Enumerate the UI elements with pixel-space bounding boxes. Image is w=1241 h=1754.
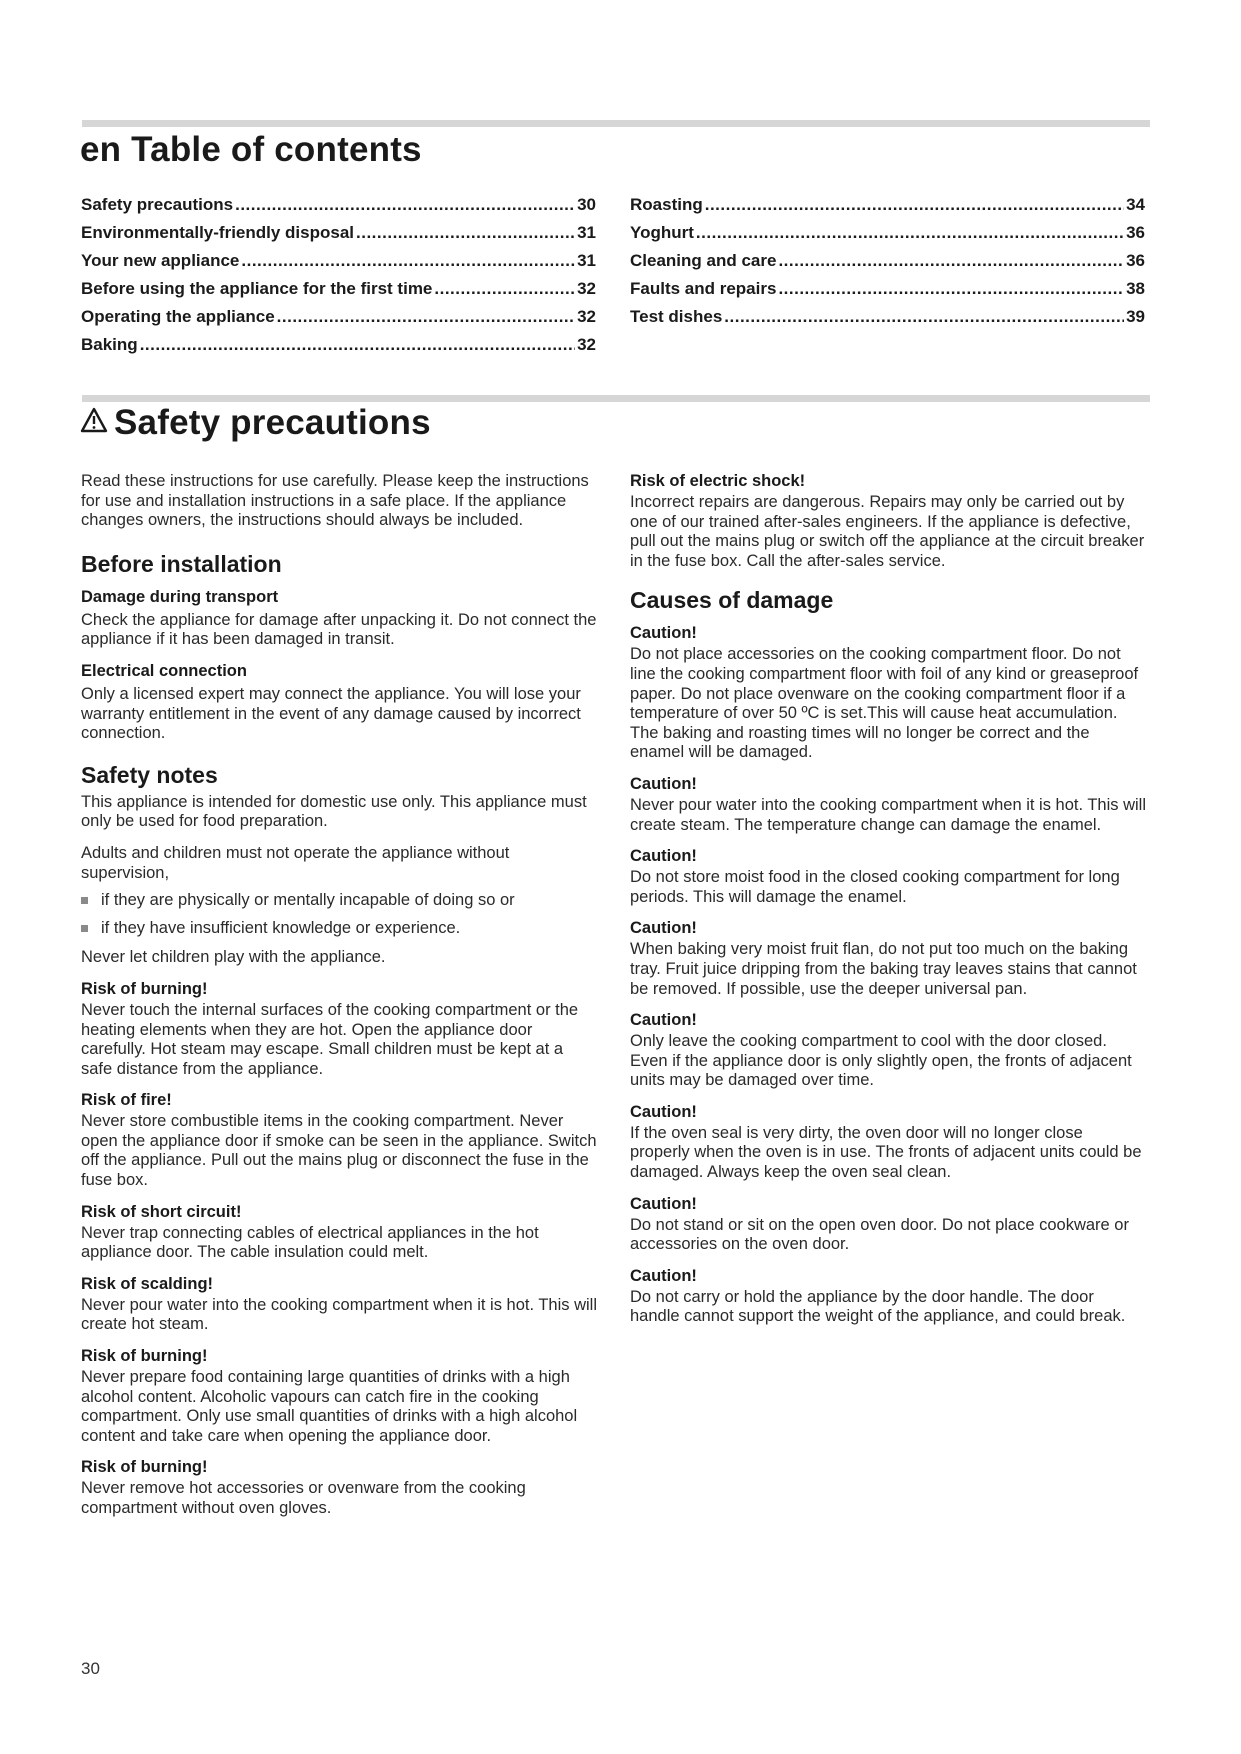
toc-entry[interactable] xyxy=(81,251,596,279)
toc-entry[interactable] xyxy=(81,223,596,251)
warning-text: Never remove hot accessories or ovenware from the cooking compartment without oven gloves. xyxy=(81,1479,526,1517)
toc-entry-title: Faults and repairs xyxy=(630,279,777,298)
toc-left-column xyxy=(81,195,596,363)
toc-leader-dots xyxy=(241,251,575,271)
toc-entry-page: 32 xyxy=(577,307,596,326)
before-installation-heading: Before installation xyxy=(81,550,282,577)
warning-title: Risk of burning! xyxy=(81,979,208,998)
warning-text: Never store combustible items in the cooking compartment. Never open the appliance door if smoke can be seen in the appliance. Switch off the appliance. Pull out the mains plug or disconnect the fuse in the fuse box. xyxy=(81,1112,597,1190)
electrical-title: Electrical connection xyxy=(81,661,247,680)
toc-entry[interactable] xyxy=(81,279,596,307)
toc-leader-dots xyxy=(140,335,575,355)
warning-text: Never prepare food containing large quantities of drinks with a high alcohol content. Alcoholic vapours can catch fire in the cooking compartment. Only use small quantities of drinks with a high alcohol content and take care when opening the appliance door. xyxy=(81,1368,578,1445)
toc-leader-dots xyxy=(778,279,1124,299)
toc-entry-page: 36 xyxy=(1126,251,1145,270)
list-item xyxy=(81,919,597,939)
caution-title: Caution! xyxy=(630,1194,697,1213)
caution-title: Caution! xyxy=(630,847,697,866)
safety-notes-heading: Safety notes xyxy=(81,761,218,788)
toc-leader-dots xyxy=(724,307,1124,327)
caution-text: Never pour water into the cooking compartment when it is hot. This will create steam. The temperature change can damage the enamel. xyxy=(630,795,1147,834)
caution-text: Do not carry or hold the appliance by the door handle. The door handle cannot support the weight of the appliance, and could break. xyxy=(630,1287,1126,1326)
toc-entry-title: Safety precautions xyxy=(81,195,234,214)
warning-text: Never pour water into the cooking compartment when it is hot. This will create hot steam. xyxy=(81,1295,598,1334)
warning-title: Risk of burning! xyxy=(81,1458,208,1477)
toc-entry-title: Cleaning and care xyxy=(630,251,777,270)
toc-leader-dots xyxy=(356,223,575,243)
notes-para-2: Adults and children must not operate the appliance without supervision, xyxy=(81,843,510,882)
toc-entry-page: 32 xyxy=(577,279,596,298)
caution-text: When baking very moist fruit flan, do not put too much on the baking tray. Fruit juice dripping from the baking tray leaves stains that cannot be removed. If possible, use the deeper universal pan. xyxy=(630,940,1137,998)
caution-text: Do not stand or sit on the open oven door. Do not place cookware or accessories on the oven door. xyxy=(630,1215,1129,1254)
transport-title: Damage during transport xyxy=(81,587,279,606)
toc-leader-dots xyxy=(696,223,1124,243)
toc-entry[interactable] xyxy=(81,307,596,335)
toc-entry[interactable] xyxy=(630,251,1145,279)
transport-text: Check the appliance for damage after unpacking it. Do not connect the appliance if it has been damaged in transit. xyxy=(81,610,597,649)
toc-entry[interactable] xyxy=(630,223,1145,251)
notes-para-1: This appliance is intended for domestic use only. This appliance must only be used for food preparation. xyxy=(81,792,587,831)
toc-entry[interactable] xyxy=(630,307,1145,335)
toc-entry-title: Operating the appliance xyxy=(81,307,275,326)
toc-entry-page: 30 xyxy=(577,195,596,214)
toc-entry-page: 34 xyxy=(1126,195,1145,214)
electric-shock-title: Risk of electric shock! xyxy=(630,472,806,490)
toc-leader-dots xyxy=(778,251,1124,271)
causes-of-damage-heading: Causes of damage xyxy=(630,587,834,614)
toc-entry-page: 31 xyxy=(577,251,596,270)
toc-entry[interactable] xyxy=(81,335,596,363)
toc-leader-dots xyxy=(235,195,575,215)
safety-heading-text: Safety precautions xyxy=(114,403,431,442)
toc-entry-page: 32 xyxy=(577,335,596,354)
safety-left-column xyxy=(81,472,597,1531)
toc-entry-title: Environmentally-friendly disposal xyxy=(81,223,355,242)
caution-title: Caution! xyxy=(630,919,697,938)
warning-text: Never touch the internal surfaces of the cooking compartment or the heating elements when they are hot. Open the appliance door carefully. Hot steam may escape. Small children must be kept at a safe distance from the appliance. xyxy=(81,1000,579,1078)
toc-entry[interactable] xyxy=(81,195,596,223)
caution-title: Caution! xyxy=(630,624,697,643)
notes-bullet-list xyxy=(81,891,597,938)
toc-entry-page: 39 xyxy=(1126,307,1145,326)
caution-text: Only leave the cooking compartment to cool with the door closed. Even if the appliance door is only slightly open, the fronts of adjacent units may be damaged over time. xyxy=(630,1032,1132,1090)
warning-triangle-icon xyxy=(80,402,108,442)
toc-entry-page: 31 xyxy=(577,223,596,242)
toc-entry-title: Yoghurt xyxy=(630,223,694,242)
caution-title: Caution! xyxy=(630,774,697,793)
toc-entry-title: Test dishes xyxy=(630,307,723,326)
caution-text: Do not store moist food in the closed cooking compartment for long periods. This will damage the enamel. xyxy=(630,868,1120,906)
section-divider xyxy=(82,395,1150,402)
list-item xyxy=(81,891,597,911)
warning-title: Risk of short circuit! xyxy=(81,1202,242,1221)
caution-title: Caution! xyxy=(630,1266,697,1285)
toc-entry[interactable] xyxy=(630,279,1145,307)
toc-entry-title: Before using the appliance for the first time xyxy=(81,279,433,298)
toc-leader-dots xyxy=(705,195,1124,215)
warning-text: Never trap connecting cables of electrical appliances in the hot appliance door. The cable insulation could melt. xyxy=(81,1223,539,1262)
square-bullet-icon xyxy=(81,897,88,904)
toc-entry-title: Roasting xyxy=(630,195,703,214)
caution-text: Do not place accessories on the cooking compartment floor. Do not line the cooking compartment floor with foil of any kind or greaseproof paper. Do not place ovenware on the cooking compartment floor if a temperature of over 50 ºC is set.This will cause heat accumulation. The baking and roasting times will no longer be correct and the enamel will be damaged. xyxy=(630,645,1139,762)
top-divider xyxy=(82,120,1150,127)
page-number: 30 xyxy=(81,1659,100,1678)
toc-leader-dots xyxy=(434,279,575,299)
toc-heading: en Table of contents xyxy=(80,130,422,169)
safety-right-column xyxy=(630,472,1146,1339)
toc-right-column xyxy=(630,195,1145,335)
toc-entry-page: 38 xyxy=(1126,279,1145,298)
toc-entry[interactable] xyxy=(630,195,1145,223)
caution-title: Caution! xyxy=(630,1011,697,1030)
caution-title: Caution! xyxy=(630,1102,697,1121)
safety-intro: Read these instructions for use carefully. Please keep the instructions for use and installation instructions in a safe place. If the appliance changes owners, the instructions should always be included. xyxy=(81,472,589,530)
warning-title: Risk of scalding! xyxy=(81,1274,214,1293)
notes-para-3: Never let children play with the appliance. xyxy=(81,948,386,967)
warning-title: Risk of fire! xyxy=(81,1091,172,1110)
warning-title: Risk of burning! xyxy=(81,1347,208,1366)
safety-heading xyxy=(80,403,431,445)
electrical-text: Only a licensed expert may connect the appliance. You will lose your warranty entitlement in the event of any damage caused by incorrect connection. xyxy=(81,684,581,743)
square-bullet-icon xyxy=(81,925,88,932)
toc-leader-dots xyxy=(277,307,575,327)
toc-entry-page: 36 xyxy=(1126,223,1145,242)
toc-entry-title: Baking xyxy=(81,335,138,354)
list-item-text: if they have insufficient knowledge or experience. xyxy=(101,918,461,937)
list-item-text: if they are physically or mentally incapable of doing so or xyxy=(101,891,515,910)
electric-shock-text: Incorrect repairs are dangerous. Repairs may only be carried out by one of our trained after-sales engineers. If the appliance is defective, pull out the mains plug or switch off the appliance at the circuit breaker in the fuse box. Call the after-sales service. xyxy=(630,493,1145,570)
caution-text: If the oven seal is very dirty, the oven door will no longer close properly when the oven is in use. The fronts of adjacent units could be damaged. Always keep the oven seal clean. xyxy=(630,1123,1142,1182)
toc-entry-title: Your new appliance xyxy=(81,251,240,270)
